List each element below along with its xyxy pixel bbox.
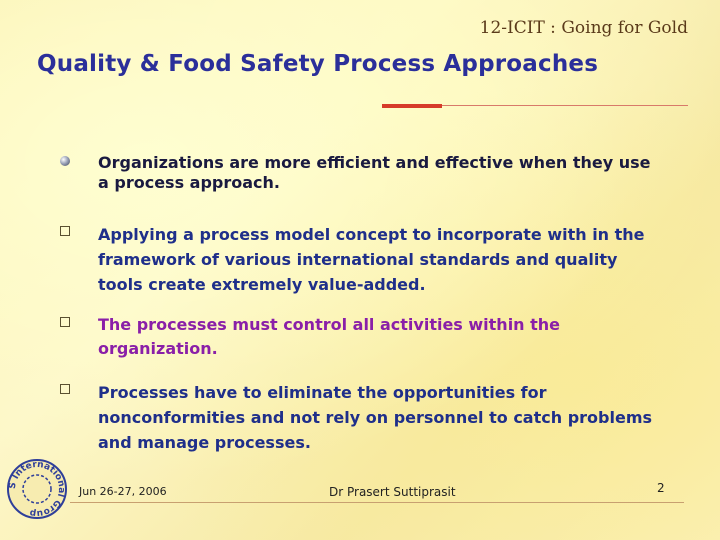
footer-author: Dr Prasert Suttiprasit <box>329 485 456 499</box>
heading-rule-line <box>442 105 688 106</box>
bullet-text-3: The processes must control all activities within the organization. <box>98 315 561 358</box>
page-number: 2 <box>657 481 665 495</box>
square-bullet-icon <box>60 384 70 394</box>
bullet-text-1: Organizations are more efficient and effective when they use a process approach. <box>98 153 651 192</box>
footer-date: Jun 26-27, 2006 <box>79 485 167 498</box>
heading-accent-rule <box>382 104 442 108</box>
bullet-text-4: Processes have to eliminate the opportunities for nonconformities and not rely on personnel to catch problems and manage processes. <box>98 383 653 452</box>
square-bullet-icon <box>60 317 70 327</box>
bullet-text-2: Applying a process model concept to incorporate with in the framework of various international standards and quality tools create extremely value-added. <box>98 225 645 294</box>
slide-heading: Quality & Food Safety Process Approaches <box>37 51 599 77</box>
square-bullet-icon <box>60 226 70 236</box>
logo-text: S International Group <box>7 459 67 519</box>
sphere-bullet-icon <box>60 156 70 166</box>
footer-rule <box>70 502 684 503</box>
international-group-logo <box>6 458 68 520</box>
presentation-title: 12-ICIT : Going for Gold <box>479 18 688 38</box>
